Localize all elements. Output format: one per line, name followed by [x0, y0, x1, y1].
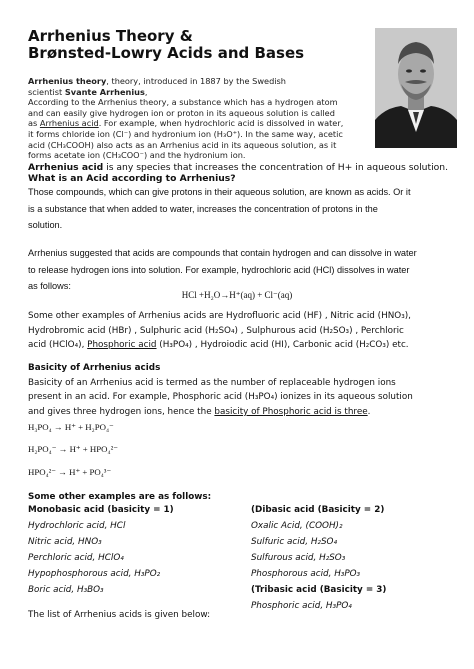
tribasic-item: Phosphoric acid, H₃PO₄	[251, 601, 352, 611]
arrhenius-suggestion-paragraph	[28, 245, 448, 295]
section-heading: Basicity of Arrhenius acids	[28, 363, 161, 373]
dibasic-item: Sulfuric acid, H₂SO₄	[251, 537, 337, 547]
section-question: What is an Acid according to Arrhenius?	[28, 173, 236, 184]
intro-line	[28, 118, 373, 129]
intro-paragraph	[28, 76, 373, 161]
ionization-step-2: H₂PO₄⁻ → H⁺ + HPO₄²⁻	[28, 444, 118, 454]
other-examples-heading: Some other examples are as follows:	[28, 492, 212, 502]
title-line-2: Brønsted-Lowry Acids and Bases	[28, 44, 305, 62]
ionization-step-1: H₃PO₄ → H⁺ + H₂PO₄⁻	[28, 422, 114, 432]
definition-line	[28, 162, 448, 173]
basicity-link[interactable]: basicity of Phosphoric acid is three	[214, 406, 368, 417]
dibasic-item: Oxalic Acid, (COOH)₂	[251, 521, 343, 531]
monobasic-item: Hypophosphorous acid, H₃PO₂	[28, 569, 161, 579]
intro-text: . For example, when hydrochloric acid is dissolved in water,	[98, 118, 344, 129]
term-arrhenius-theory: Arrhenius theory	[28, 76, 107, 86]
arrhenius-acid-link[interactable]: Arrhenius acid	[39, 118, 99, 129]
hcl-equation: HCl +H₂O→H⁺(aq) + Cl⁻(aq)	[181, 290, 293, 300]
intro-text: , theory, introduced in 1887 by the Swedish	[106, 76, 286, 86]
paragraph-line: as follows:	[28, 281, 71, 291]
definition-block	[28, 162, 448, 184]
page-title	[28, 28, 358, 62]
dibasic-heading: (Dibasic acid (Basicity = 2)	[251, 505, 385, 515]
definition-text: is any species that increases the concentration of H+ in aqueous solution.	[103, 162, 448, 173]
intro-line: According to the Arrhenius theory, a substance which has a hydrogen atom	[28, 97, 338, 108]
acid-paragraph	[28, 184, 448, 234]
scientist-name: Svante Arrhenius	[64, 86, 145, 97]
portrait-photo	[375, 28, 457, 148]
ionization-step-3: HPO₄²⁻ → H⁺ + PO₄³⁻	[28, 467, 112, 477]
monobasic-heading: Monobasic acid (basicity = 1)	[28, 505, 174, 515]
paragraph-line: Basicity of an Arrhenius acid is termed as the number of replaceable hydrogen ions	[28, 377, 396, 388]
paragraph-line: Hydrobromic acid (HBr) , Sulphuric acid (H₂SO₄) , Sulphurous acid (H₂SO₃) , Perchloric	[28, 325, 404, 336]
paragraph-text: .	[367, 406, 371, 417]
intro-text: scientist	[28, 86, 65, 97]
paragraph-line: Some other examples of Arrhenius acids are Hydrofluoric acid (HF) , Nitric acid (HNO₃),	[28, 311, 411, 321]
paragraph-line	[28, 338, 448, 353]
intro-line	[28, 76, 373, 87]
term-arrhenius-acid: Arrhenius acid	[28, 162, 104, 173]
paragraph-line: to release hydrogen ions into solution. For example, hydrochloric acid (HCl) dissolves in water	[28, 264, 410, 275]
paragraph-line: Those compounds, which can give protons in their aqueous solution, are known as acids. Or it	[28, 187, 411, 197]
phosphoric-acid-link[interactable]: Phosphoric acid	[87, 340, 157, 351]
monobasic-item: Nitric acid, HNO₃	[28, 537, 102, 547]
paragraph-line	[28, 405, 448, 420]
examples-paragraph	[28, 309, 448, 353]
title-line-1: Arrhenius Theory &	[28, 27, 193, 45]
intro-line: forms acetate ion (CH₃COO⁻) and the hydronium ion.	[28, 150, 246, 161]
paragraph-line: Arrhenius suggested that acids are compounds that contain hydrogen and can dissolve in water	[28, 248, 417, 258]
paragraph-line: solution.	[28, 220, 63, 230]
tribasic-heading: (Tribasic acid (Basicity = 3)	[251, 585, 387, 595]
intro-line	[28, 87, 373, 98]
paragraph-text: (H₃PO₄) , Hydroiodic acid (HI), Carbonic acid (H₂CO₃) etc.	[156, 340, 409, 351]
monobasic-item: Hydrochloric acid, HCl	[28, 521, 126, 531]
basicity-section	[28, 361, 448, 419]
intro-line: and can easily give hydrogen ion or proton in its aqueous solution is called	[28, 107, 335, 118]
monobasic-item: Perchloric acid, HClO₄	[28, 553, 124, 563]
monobasic-item: Boric acid, H₃BO₃	[28, 585, 104, 595]
intro-line: acid (CH₃COOH) also acts as an Arrhenius acid in its aqueous solution, as it	[28, 139, 337, 150]
intro-text: as	[28, 118, 40, 129]
intro-line: it forms chloride ion (Cl⁻) and hydronium ion (H₃O⁺). In the same way, acetic	[28, 128, 343, 139]
paragraph-line: present in an acid. For example, Phosphoric acid (H₃PO₄) ionizes in its aqueous solution	[28, 392, 413, 403]
paragraph-text: acid (HClO₄),	[28, 340, 88, 351]
intro-text: ,	[144, 86, 148, 97]
paragraph-text: and gives three hydrogen ions, hence the	[28, 406, 215, 417]
paragraph-line: is a substance that when added to water, increases the concentration of protons in the	[28, 203, 378, 214]
closing-line: The list of Arrhenius acids is given below:	[28, 610, 211, 620]
dibasic-item: Sulfurous acid, H₂SO₃	[251, 553, 346, 563]
dibasic-item: Phosphorous acid, H₃PO₃	[251, 569, 361, 579]
